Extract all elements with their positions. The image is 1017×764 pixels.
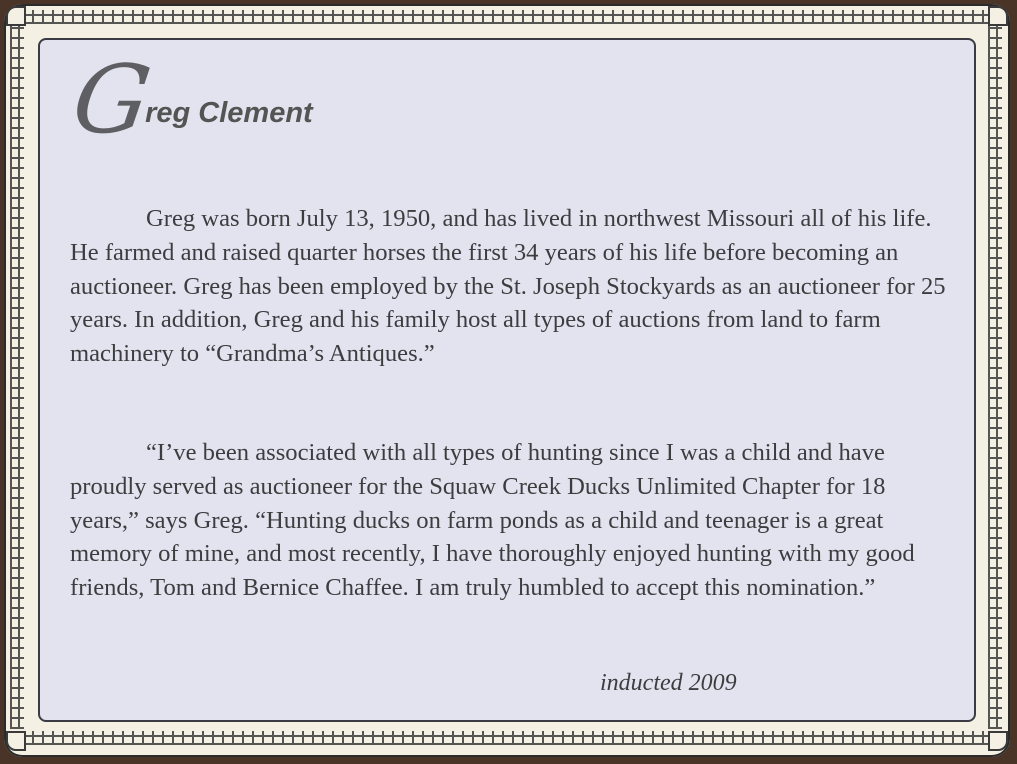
greek-key-border-right (988, 26, 1002, 729)
frame-corner (6, 6, 26, 26)
quote-text: “I’ve been associated with all types of hunting since I was a child and have proudly served as auctioneer for the Squaw Creek Ducks Unlimited Chapter for 18 years,” says Greg. “Hunting ducks on farm ponds as a child and teenager is a great memory of mine, and most recently, I have thoroughly enjoyed hunting with my good friends, Tom and Bernice Chaffee. I am truly humbled to accept this nomination.” (70, 439, 915, 602)
frame-corner (988, 731, 1008, 751)
greek-key-border-bottom (22, 731, 990, 745)
biography-text: Greg was born July 13, 1950, and has lived in northwest Missouri all of his life. He farmed and raised quarter horses the first 34 years of his life before becoming an auctioneer. Greg has been employed by the St. Joseph Stockyards as an auctioneer for 25 years. In addition, Greg and his family host all types of auctions from land to farm machinery to “Grandma’s Antiques.” (70, 205, 946, 368)
frame-corner (988, 6, 1008, 26)
page-title (66, 46, 313, 155)
greek-key-border-left (10, 26, 24, 729)
quote-paragraph (70, 436, 950, 605)
decorative-initial: G (66, 46, 157, 155)
content-panel (38, 38, 976, 722)
greek-key-border-top (22, 10, 990, 24)
biography-paragraph (70, 202, 950, 371)
frame-corner (6, 731, 26, 751)
title-text: reg Clement (145, 97, 313, 129)
induction-year: inducted 2009 (600, 670, 737, 696)
